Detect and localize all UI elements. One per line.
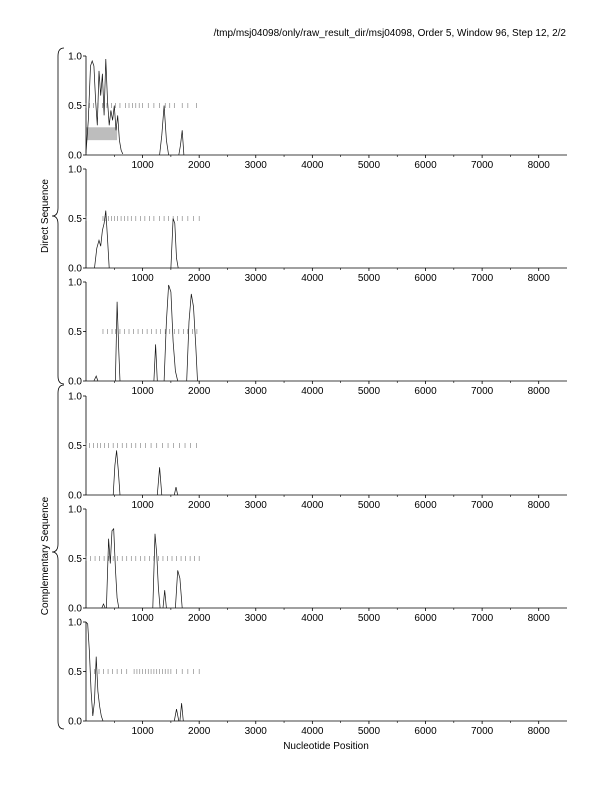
x-tick-label: 4000 — [301, 726, 324, 737]
x-tick-label: 4000 — [301, 613, 324, 624]
y-tick-label: 0.5 — [68, 101, 82, 112]
series-line — [153, 534, 160, 608]
series-line — [102, 604, 105, 608]
x-tick-label: 8000 — [527, 273, 550, 284]
x-tick-label: 3000 — [244, 726, 267, 737]
direct-sequence-label: Direct Sequence — [40, 179, 51, 253]
panel-frame-6 — [68, 618, 567, 738]
y-tick-label: 0.0 — [68, 150, 82, 162]
x-tick-label: 2000 — [188, 500, 211, 511]
x-tick-label: 7000 — [470, 386, 494, 397]
x-tick-label: 8000 — [527, 726, 550, 737]
x-tick-label: 7000 — [470, 726, 494, 737]
series-line — [94, 376, 98, 381]
x-tick-label: 5000 — [357, 500, 381, 511]
panel-frame-3 — [68, 278, 567, 398]
x-tick-label: 6000 — [414, 726, 437, 737]
x-tick-label: 6000 — [414, 500, 437, 511]
complementary-sequence-bracket — [40, 385, 64, 729]
y-tick-label: 0.0 — [68, 263, 82, 275]
y-tick-label: 0.0 — [68, 376, 82, 388]
x-tick-label: 5000 — [357, 613, 381, 624]
series-line — [171, 219, 178, 269]
x-axis-label: Nucleotide Position — [283, 741, 369, 752]
panel-frame-5 — [68, 505, 567, 625]
direct-sequence-bracket — [40, 48, 64, 384]
y-tick-label: 0.5 — [68, 667, 82, 678]
y-tick-label: 0.5 — [68, 554, 82, 565]
x-tick-label: 5000 — [357, 273, 381, 284]
panel-frame-2 — [68, 165, 567, 285]
x-tick-label: 2000 — [188, 613, 211, 624]
y-tick-label: 0.5 — [68, 214, 82, 225]
y-tick-label: 1.0 — [68, 617, 82, 629]
x-tick-label: 1000 — [131, 386, 154, 397]
x-tick-label: 3000 — [244, 500, 267, 511]
y-tick-label: 1.0 — [68, 391, 82, 403]
panel-frame-4 — [68, 392, 567, 512]
y-tick-label: 0.0 — [68, 603, 82, 615]
x-tick-label: 5000 — [357, 160, 381, 171]
complementary-sequence-label: Complementary Sequence — [40, 496, 51, 616]
series-line — [180, 703, 183, 721]
x-tick-label: 4000 — [301, 160, 324, 171]
x-tick-label: 2000 — [188, 273, 211, 284]
series-line — [95, 211, 110, 268]
series-line — [157, 467, 162, 495]
series-line — [179, 130, 184, 155]
x-tick-label: 4000 — [301, 500, 324, 511]
series-line — [154, 344, 157, 381]
series-line — [164, 285, 178, 381]
series-line — [163, 590, 166, 608]
series-line — [160, 106, 169, 156]
series-line — [174, 487, 177, 495]
y-tick-label: 0.5 — [68, 441, 82, 452]
x-tick-label: 7000 — [470, 160, 494, 171]
panel-frame-1 — [68, 52, 567, 172]
x-tick-label: 3000 — [244, 160, 267, 171]
x-tick-label: 8000 — [527, 160, 550, 171]
x-tick-label: 8000 — [527, 613, 550, 624]
y-tick-label: 1.0 — [68, 504, 82, 516]
x-tick-label: 2000 — [188, 160, 211, 171]
x-tick-label: 6000 — [414, 386, 437, 397]
y-tick-label: 1.0 — [68, 277, 82, 289]
x-tick-label: 5000 — [357, 726, 381, 737]
x-tick-label: 6000 — [414, 613, 437, 624]
figure-title: /tmp/msj04098/only/raw_result_dir/msj04098, Order 5, Window 96, Step 12, 2/2 — [213, 28, 566, 39]
panels — [68, 52, 567, 738]
x-tick-label: 3000 — [244, 613, 267, 624]
y-tick-label: 0.0 — [68, 490, 82, 502]
series-line — [115, 302, 120, 381]
x-tick-label: 8000 — [527, 386, 550, 397]
x-tick-label: 6000 — [414, 273, 437, 284]
series-line — [174, 709, 179, 721]
x-tick-label: 1000 — [131, 160, 154, 171]
x-tick-label: 7000 — [470, 500, 494, 511]
x-tick-label: 4000 — [301, 386, 324, 397]
x-tick-label: 3000 — [244, 386, 267, 397]
y-tick-label: 1.0 — [68, 164, 82, 176]
x-tick-label: 1000 — [131, 500, 154, 511]
x-tick-label: 2000 — [188, 386, 211, 397]
y-tick-label: 1.0 — [68, 51, 82, 63]
x-tick-label: 7000 — [470, 273, 494, 284]
x-tick-label: 7000 — [470, 613, 494, 624]
x-tick-label: 5000 — [357, 386, 381, 397]
x-tick-label: 2000 — [188, 726, 211, 737]
y-tick-label: 0.5 — [68, 327, 82, 338]
x-tick-label: 8000 — [527, 500, 550, 511]
series-line — [187, 294, 198, 381]
y-tick-label: 0.0 — [68, 716, 82, 728]
x-tick-label: 3000 — [244, 273, 267, 284]
x-tick-label: 1000 — [131, 613, 154, 624]
x-tick-label: 1000 — [131, 726, 154, 737]
x-tick-label: 4000 — [301, 273, 324, 284]
x-tick-label: 6000 — [414, 160, 437, 171]
x-tick-label: 1000 — [131, 273, 154, 284]
highlight-region — [86, 127, 117, 140]
series-line — [113, 450, 120, 495]
series-line — [175, 570, 182, 608]
series-line — [106, 529, 118, 608]
